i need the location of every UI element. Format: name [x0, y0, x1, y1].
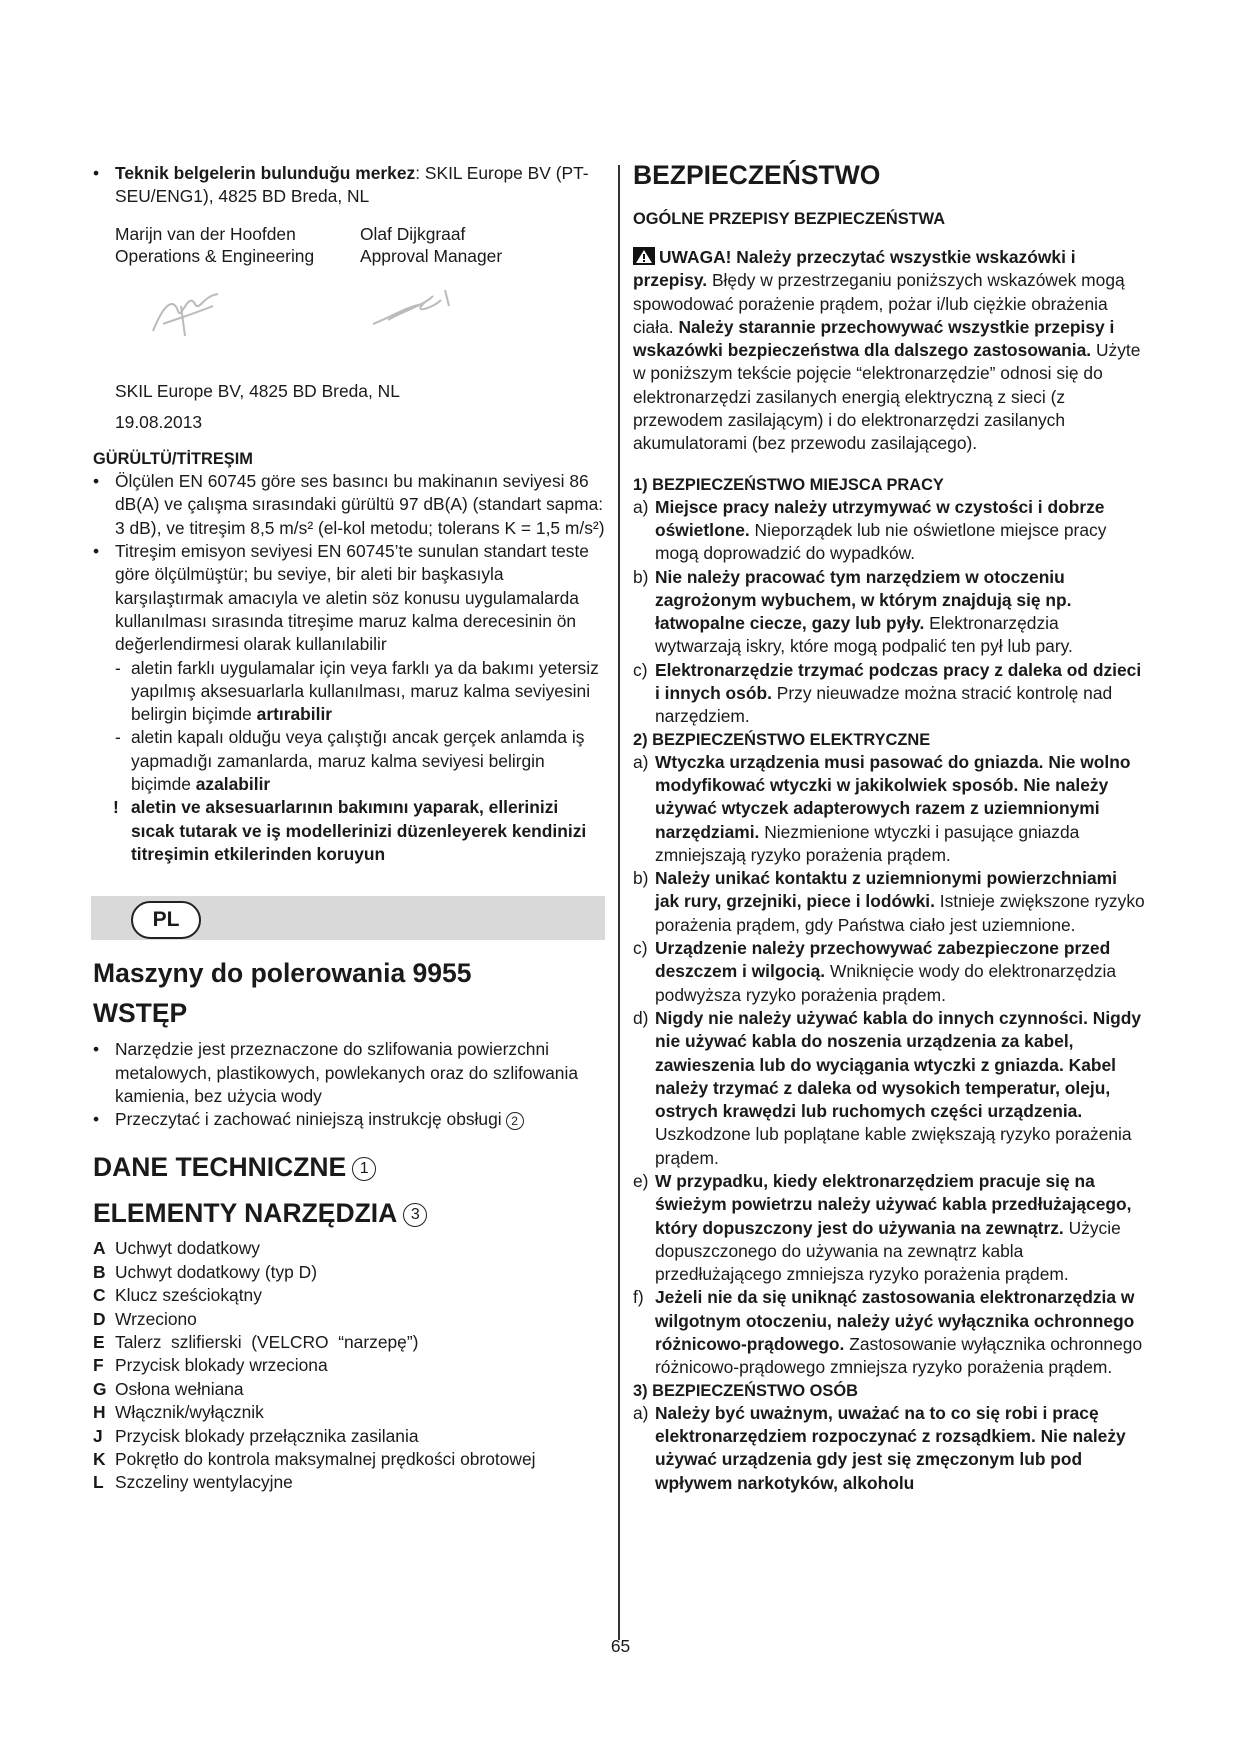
part-item: E Talerz szlifierski (VELCRO “narzepę”): [93, 1332, 419, 1353]
section-1-item: c) Elektronarzędzie trzymać podczas pracy z daleka od dzieci i innych osób. Przy nieuwadze można stracić kontrolę nad narzędziem.: [633, 659, 1142, 727]
warning-icon: [633, 247, 655, 265]
signatories: [93, 223, 605, 268]
part-item: D Wrzeciono: [93, 1308, 197, 1329]
noise-bullet-1: • Ölçülen EN 60745 göre ses basıncı bu makinanın seviyesi 86 dB(A) ve çalışma sırasındaki gürültü 97 dB(A) (standart sapma: 3 dB), ve titreşim 8,5 m/s² (el-kol metodu; tolerans K = 1,5 m/s²): [93, 470, 605, 540]
section-2-heading: 2) BEZPIECZEŃSTWO ELEKTRYCZNE: [633, 730, 931, 749]
signatory-1: Marijn van der Hoofden Operations & Engineering: [115, 223, 315, 267]
warning-paragraph: UWAGA! Należy przeczytać wszystkie wskazówki i przepisy. Błędy w przestrzeganiu poniższych wskazówek mogą spowodować porażenie prądem, pożar i/lub ciężkie obrażenia ciała. Należy starannie przechowywać wszystkie przepisy i wskazówki bezpieczeństwa dla dalszego zastosowania. Użyte w poniższym tekście pojęcie “elektronarzędzie” odnosi się do elektronarzędzi zasilanych energią elektryczną z sieci (z przewodem zasilającym) i do elektronarzędzi zasilanych akumulatorami (bez przewodu zasilającego).: [633, 247, 1141, 454]
tech-docs-bullet: • Teknik belgelerin bulunduğu merkez: SKIL Europe BV (PT-SEU/ENG1), 4825 BD Breda, NL: [93, 162, 605, 209]
intro-bullet-2: • Przeczytać i zachować niniejszą instrukcję obsługi 2: [93, 1108, 605, 1131]
safety-title: BEZPIECZEŃSTWO: [633, 160, 881, 190]
part-item: J Przycisk blokady przełącznika zasilania: [93, 1425, 419, 1446]
signature-2-image: [363, 276, 463, 336]
part-item: H Włącznik/wyłącznik: [93, 1402, 264, 1423]
section-2-item: e) W przypadku, kiedy elektronarzędziem pracuje się na świeżym powietrzu należy używać kabla przedłużającego, który dopuszczony jest do używania na zewnątrz. Użycie dopuszczonego do używania na zewnątrz kabla przedłużającego zmniejsza ryzyko porażenia prądem.: [633, 1170, 1132, 1285]
general-safety-heading: OGÓLNE PRZEPISY BEZPIECZEŃSTWA: [633, 210, 946, 228]
figure-ref-3: 3: [403, 1203, 427, 1227]
section-1-item: b) Nie należy pracować tym narzędziem w otoczeniu zagrożonym wybuchem, w którym znajdują się np. łatwopalne ciecze, gazy lub pyły. Elektronarzędzia wytwarzają iskry, które mogą podpalić ten pył lub pary.: [633, 566, 1073, 657]
section-3-heading: 3) BEZPIECZEŃSTWO OSÓB: [633, 1381, 858, 1400]
noise-heading: GÜRÜLTÜ/TİTREŞIM: [93, 450, 253, 469]
intro-bullet-1: • Narzędzie jest przeznaczone do szlifowania powierzchni metalowych, plastikowych, powlekanych oraz do szlifowania kamienia, bez użycia wody: [93, 1038, 605, 1108]
part-item: L Szczeliny wentylacyjne: [93, 1472, 293, 1493]
section-2-item: f) Jeżeli nie da się uniknąć zastosowania elektronarzędzia w wilgotnym otoczeniu, należy użyć wyłącznika ochronnego różnicowo-prądowego. Zastosowanie wyłącznika ochronnego różnicowo-prądowego zmniejsza ryzyko porażenia prądem.: [633, 1287, 1143, 1378]
signatures: [93, 276, 605, 376]
dash-item-2: - aletin kapalı olduğu veya çalıştığı ancak gerçek anlamda iş yapmadığı zamanlarda, maruz kalma seviyesi belirgin biçimde azalabilir: [115, 727, 585, 795]
product-title: Maszyny do polerowania 9955: [93, 958, 472, 989]
section-1-heading: 1) BEZPIECZEŃSTWO MIEJSCA PRACY: [633, 475, 944, 494]
section-2-item: c) Urządzenie należy przechowywać zabezpieczone przed deszczem i wilgocią. Wniknięcie wody do elektronarzędzia podwyższa ryzyko porażenia prądem.: [633, 938, 1117, 1005]
left-column: [93, 162, 605, 1495]
section-2-item: d) Nigdy nie należy używać kabla do innych czynności. Nigdy nie używać kabla do noszenia urządzenia za kabel, zawieszenia lub do wyciągania wtyczki z gniazda. Kabel należy trzymać z daleka od wysokich temperatur, oleju, ostrych krawędzi lub ruchomych części urządzenia. Uszkodzone lub poplątane kable zwiększają ryzyko porażenia prądem.: [633, 1007, 1142, 1168]
intro-heading: WSTĘP: [93, 998, 188, 1029]
parts-list: [93, 1237, 605, 1494]
page-number: 65: [610, 1636, 631, 1656]
language-bar: [91, 896, 605, 940]
noise-bullet-2: • Titreşim emisyon seviyesi EN 60745’te sunulan standart teste göre ölçülmüştür; bu seviye, bir aleti bir başkasıyla karşılaştırmak amacıyla ve aletin söz konusu uygulamalarda kullanılması sırasında titreşime maruz kalma derecesinin ön değerlendirmesi olarak kullanılabilir: [93, 540, 605, 656]
exclamation-note: ! aletin ve aksesuarlarının bakımını yaparak, ellerinizi sıcak tutarak ve iş modellerinizi düzenleyerek kendinizi titreşimin etkilerinden koruyun: [113, 797, 587, 864]
part-item: A Uchwyt dodatkowy: [93, 1238, 260, 1259]
company-line: SKIL Europe BV, 4825 BD Breda, NL: [115, 380, 400, 401]
part-item: C Klucz sześciokątny: [93, 1285, 262, 1306]
part-item: B Uchwyt dodatkowy (typ D): [93, 1261, 317, 1282]
signature-1-image: [133, 276, 233, 346]
section-1-item: a) Miejsce pracy należy utrzymywać w czystości i dobrze oświetlone. Nieporządek lub nie oświetlone miejsce pracy mogą doprowadzić do wypadków.: [633, 496, 1107, 564]
declaration-date: 19.08.2013: [115, 411, 203, 432]
section-2-item: a) Wtyczka urządzenia musi pasować do gniazda. Nie wolno modyfikować wtyczki w jakikolwiek sposób. Nie należy używać wtyczek adapterowych razem z uziemnionymi narzędziami. Niezmienione wtyczki i pasujące gniazda zmniejszają ryzyko porażenia prądem.: [633, 751, 1131, 865]
dash-item-1: - aletin farklı uygulamalar için veya farklı ya da bakımı yetersiz yapılmış aksesuarlarla kullanılması, maruz kalma seviyesini belirgin biçimde artırabilir: [115, 657, 599, 725]
tech-data-heading: DANE TECHNICZNE 1: [93, 1151, 605, 1183]
part-item: G Osłona wełniana: [93, 1378, 244, 1399]
section-3-item: a) Należy być uważnym, uważać na to co się robi i pracę elektronarzędziem rozpoczynać z rozsądkiem. Nie należy używać urządzenia gdy jest się zmęczonym lub pod wpływem narkotyków, alkoholu: [633, 1402, 1126, 1493]
language-badge: PL: [131, 901, 201, 939]
column-divider: [618, 165, 620, 1640]
part-item: F Przycisk blokady wrzeciona: [93, 1355, 328, 1376]
elements-heading: ELEMENTY NARZĘDZIA 3: [93, 1197, 605, 1229]
signatory-2: Olaf Dijkgraaf Approval Manager: [360, 223, 503, 267]
right-column: [633, 162, 1145, 1495]
figure-ref-1: 1: [352, 1157, 376, 1181]
part-item: K Pokrętło do kontrola maksymalnej prędkości obrotowej: [93, 1449, 536, 1470]
figure-ref-2: 2: [506, 1112, 524, 1130]
section-2-item: b) Należy unikać kontaktu z uziemnionymi powierzchniami jak rury, grzejniki, piece i lodówki. Istnieje zwiększone ryzyko porażenia prądem, gdy Państwa ciało jest uziemnione.: [633, 868, 1145, 935]
